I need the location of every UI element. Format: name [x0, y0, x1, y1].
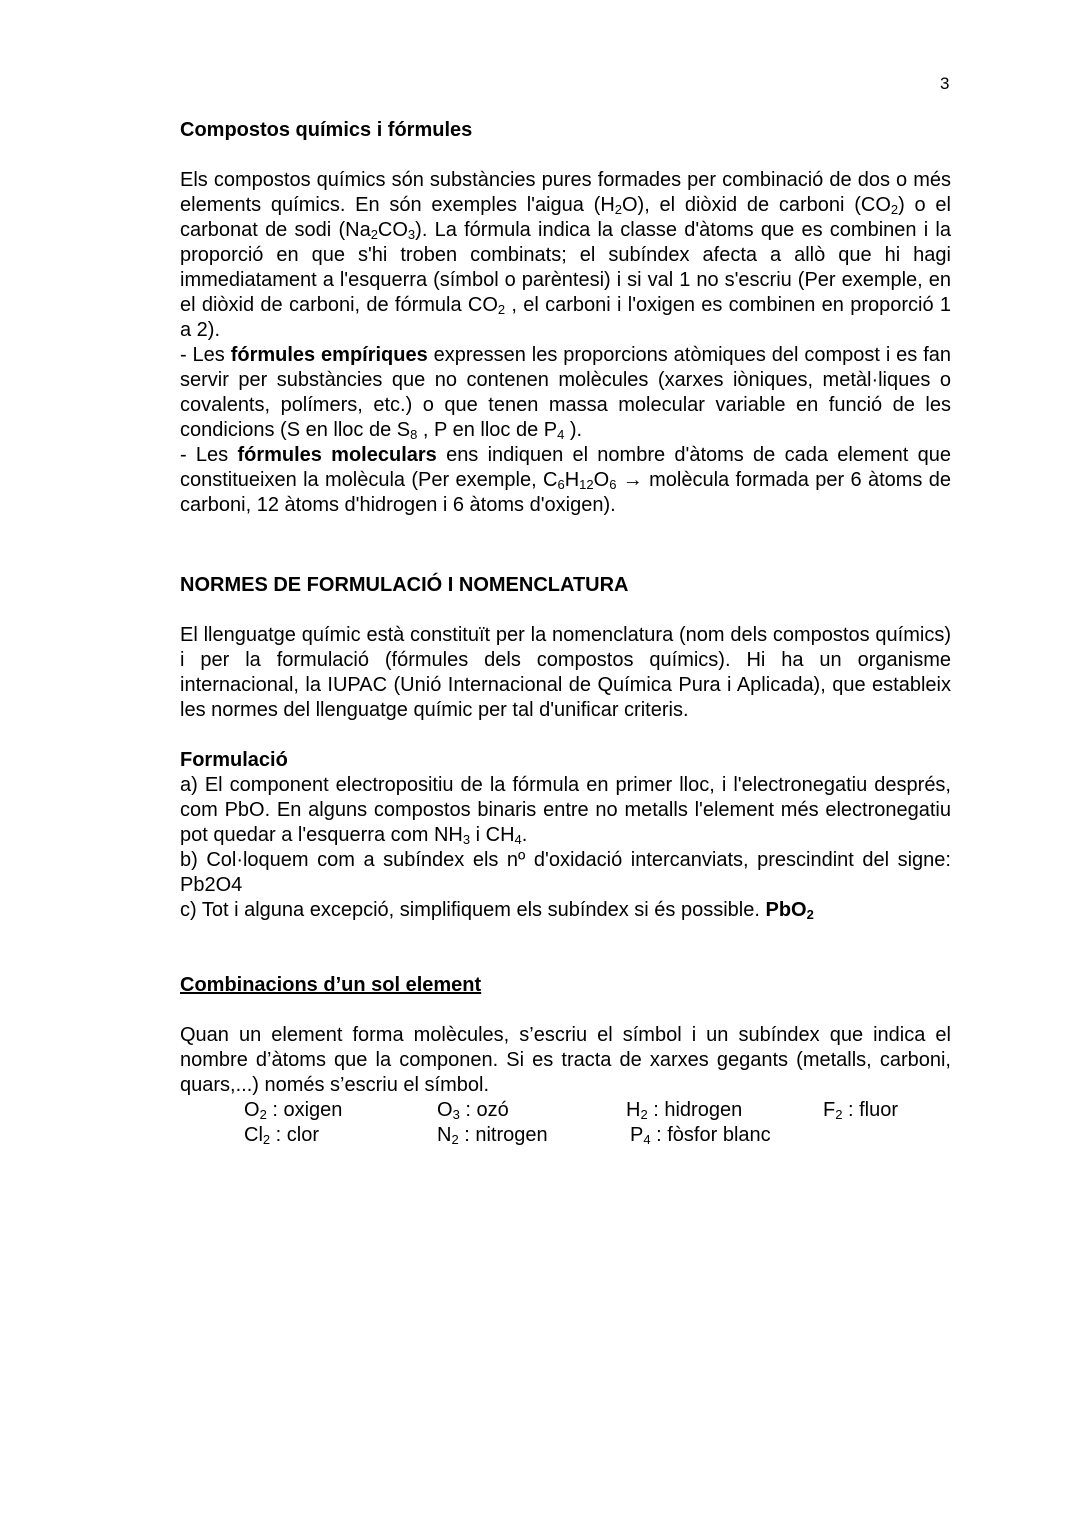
paragraph-normes: El llenguatge químic està constituït per la nomenclatura (nom dels compostos químics) i per la formulació (fórmules dels compostos químics). Hi ha un organisme internacional, la IUPAC (Unió Internacional de Química Pura i Aplicada), que estableix les normes del llenguatge químic per tal d'unificar criteris.: [180, 624, 951, 721]
section-title-normes: NORMES DE FORMULACIÓ I NOMENCLATURA: [180, 574, 629, 596]
section-title-compostos: Compostos químics i fórmules: [180, 119, 473, 141]
element-item: $H_2$ : hidrogen: [626, 1099, 743, 1122]
element-item: $F_2$ : fluor: [823, 1099, 899, 1122]
rule-a: a) El component electropositiu de la fórmula en primer lloc, i l'electronegatiu després, com PbO. En alguns compostos binaris entre no metalls l'element més electronegatiu pot quedar a l'esquerra com $NH_3$ i $CH_4$.: [180, 774, 951, 847]
rule-b: b) Col·loquem com a subíndex els nº d'oxidació intercanviats, prescindint del signe: Pb2O4: [180, 849, 951, 896]
paragraph-formules-empiriques: - Les fórmules empíriques expressen les proporcions atòmiques del compost i es fan servir per substàncies que no contenen molècules (xarxes iòniques, metàl·liques o covalents, polímers, etc.) o que tenen massa molecular variable en funció de les condicions (S en lloc de $S_8$ , P en lloc de $P_4$ ).: [180, 344, 951, 442]
element-item: $P_4$ : fòsfor blanc: [630, 1124, 771, 1147]
element-item: $Cl_2$ : clor: [244, 1124, 320, 1147]
section-title-combinacions: Combinacions d’un sol element: [180, 974, 482, 996]
page-content: [180, 118, 951, 1148]
element-item: $N_2$ : nitrogen: [437, 1124, 548, 1147]
paragraph-compostos: Els compostos químics són substàncies pures formades per combinació de dos o més elements químics. En són exemples l'aigua $(H_2O)$, el diòxid de carboni $(CO_2)$ o el carbonat de sodi $(Na_2CO_3)$. La fórmula indica la classe d'àtoms que es combinen i la proporció en que s'hi troben combinats; el subíndex afecta a allò que hi hagi immediatament a l'esquerra (símbol o parèntesi) i si val 1 no s'escriu (Per exemple, en el diòxid de carboni, de fórmula $CO_2$ , el carboni i l'oxigen es combinen en proporció 1 a 2).: [180, 169, 951, 341]
paragraph-combinacions: Quan un element forma molècules, s’escriu el símbol i un subíndex que indica el nombre d’àtoms que la componen. Si es tracta de xarxes gegants (metalls, carboni, quars,...) només s’escriu el símbol.: [180, 1024, 951, 1096]
paragraph-formules-moleculars: - Les fórmules moleculars ens indiquen el nombre d'àtoms de cada element que constitueixen la molècula (Per exemple, $C_6H_{12}O_6$ → molècula formada per 6 àtoms de carboni, 12 àtoms d'hidrogen i 6 àtoms d'oxigen).: [180, 444, 951, 516]
element-item: $O_2$ : oxigen: [244, 1099, 343, 1122]
element-item: $O_3$ : ozó: [437, 1099, 509, 1122]
rule-c: c) Tot i alguna excepció, simplifiquem els subíndex si és possible. PbO$_2$: [180, 899, 814, 922]
page-number: 3: [940, 74, 950, 93]
elements-list: [180, 1098, 951, 1148]
section-title-formulacio: Formulació: [180, 749, 288, 771]
